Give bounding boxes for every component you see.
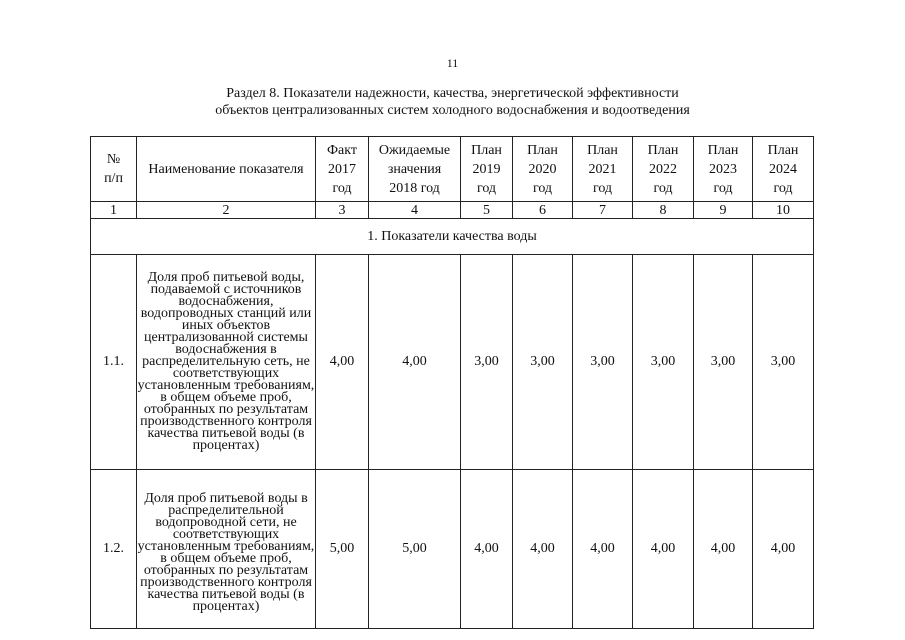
header-cell-plan-2024: [753, 137, 814, 202]
section-heading: [0, 85, 905, 119]
header-cell-plan-2020: [513, 137, 573, 202]
header-text: План: [707, 142, 739, 158]
header-text: Ожидаемые: [378, 142, 451, 158]
column-number: 10: [753, 202, 814, 219]
header-text: год: [773, 180, 793, 196]
header-cell-plan-2021: [573, 137, 633, 202]
column-number: 1: [91, 202, 137, 219]
table-row: [91, 255, 814, 470]
page-number: 11: [446, 56, 459, 70]
header-text: значения: [387, 161, 442, 177]
header-text: План: [527, 142, 558, 158]
header-cell-fact-2017: [316, 137, 369, 202]
column-number-row: [91, 202, 814, 219]
header-text: год: [713, 180, 733, 196]
header-text: План: [471, 142, 502, 158]
header-cell-plan-2022: [633, 137, 694, 202]
value-cell: 3,00: [633, 255, 694, 470]
value-cell: 3,00: [694, 255, 753, 470]
value-cell: 5,00: [369, 470, 461, 629]
header-text: год: [653, 180, 673, 196]
header-text: План: [767, 142, 799, 158]
value-cell: 3,00: [513, 255, 573, 470]
row-number: 1.1.: [91, 255, 137, 470]
header-text: год: [476, 180, 497, 196]
value-cell: 4,00: [573, 470, 633, 629]
column-number: 4: [369, 202, 461, 219]
header-cell-number: [91, 137, 137, 202]
section-row: [91, 219, 814, 255]
value-cell: 3,00: [461, 255, 513, 470]
indicator-name: Доля проб питьевой воды в распределительной водопроводной сети, не соответствующих установленным требованиям, в общем объеме проб, отобранных по результатам производственного контроля качества питьевой воды (в процентах): [137, 470, 316, 629]
table-header-row: [91, 137, 814, 202]
header-text: План: [587, 142, 618, 158]
value-cell: 4,00: [461, 470, 513, 629]
column-number: 6: [513, 202, 573, 219]
column-number: 7: [573, 202, 633, 219]
header-text: п/п: [104, 171, 123, 186]
header-cell-plan-2019: [461, 137, 513, 202]
header-cell-plan-2023: [694, 137, 753, 202]
header-cell-name: [137, 137, 316, 202]
header-text: 2024: [769, 161, 797, 177]
header-text: План: [647, 142, 679, 158]
value-cell: 3,00: [753, 255, 814, 470]
indicators-table: [90, 136, 814, 629]
header-cell-expected-2018: [369, 137, 461, 202]
header-text: 2019: [472, 161, 501, 177]
header-text: Наименование показателя: [148, 161, 304, 177]
value-cell: 5,00: [316, 470, 369, 629]
value-cell: 4,00: [633, 470, 694, 629]
header-text: 2020: [528, 161, 557, 177]
value-cell: 4,00: [316, 255, 369, 470]
table-row: [91, 470, 814, 629]
header-text: год: [532, 180, 553, 196]
header-text: 2017: [328, 161, 356, 177]
header-text: Факт: [326, 142, 357, 158]
column-number: 9: [694, 202, 753, 219]
header-text: 2018 год: [389, 180, 440, 196]
column-number: 5: [461, 202, 513, 219]
heading-line-1: Раздел 8. Показатели надежности, качества, энергетической эффективности: [226, 86, 679, 101]
heading-line-2: объектов централизованных систем холодного водоснабжения и водоотведения: [215, 103, 690, 118]
value-cell: 4,00: [369, 255, 461, 470]
value-cell: 3,00: [573, 255, 633, 470]
header-text: 2022: [649, 161, 677, 177]
section-title: 1. Показатели качества воды: [91, 219, 814, 255]
column-number: 8: [633, 202, 694, 219]
header-text: 2023: [709, 161, 737, 177]
row-number: 1.2.: [91, 470, 137, 629]
header-text: №: [106, 152, 121, 167]
column-number: 3: [316, 202, 369, 219]
value-cell: 4,00: [753, 470, 814, 629]
column-number: 2: [137, 202, 316, 219]
value-cell: 4,00: [513, 470, 573, 629]
header-text: год: [332, 180, 352, 196]
header-text: 2021: [588, 161, 617, 177]
indicator-name: Доля проб питьевой воды, подаваемой с источников водоснабжения, водопроводных станций или иных объектов централизованной системы водоснабжения в распределительную сеть, не соответствующих установленным требованиям, в общем объеме проб, отобранных по результатам производственного контроля качества питьевой воды (в процентах): [137, 255, 316, 470]
header-text: год: [592, 180, 613, 196]
value-cell: 4,00: [694, 470, 753, 629]
